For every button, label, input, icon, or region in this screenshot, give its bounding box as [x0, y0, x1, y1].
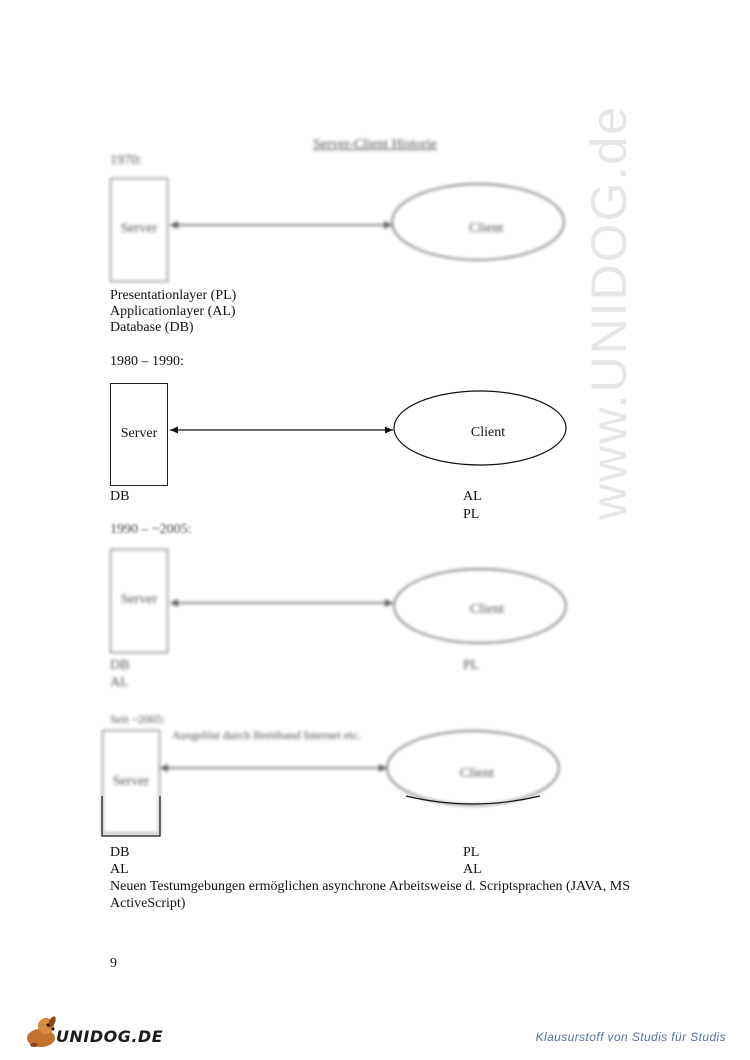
client-label-1980: Client — [470, 425, 506, 440]
client-label-2005: Client — [459, 766, 495, 781]
server-label-1970: Server — [120, 221, 158, 236]
section-2005-subheading: Ausgelöst durch Breitband Internet etc. — [172, 728, 361, 742]
right-layer-pl-1980: PL — [463, 507, 480, 522]
closing-note: Neuen Testumgebungen ermöglichen asynchrone Arbeitsweise d. Scriptsprachen (JAVA, MS ActiveScript) — [110, 879, 631, 911]
section-1970-heading: 1970: — [110, 153, 142, 168]
left-layer-al-1990: AL — [110, 675, 129, 690]
section-2005-heading: Seit ~2005: — [110, 712, 166, 726]
right-layer-pl-1990: PL — [463, 658, 480, 673]
footer-tagline: Klausurstoff von Studis für Studis — [535, 1030, 726, 1044]
logo-text: UNIDOG.DE — [56, 1027, 164, 1046]
page-title: Server-Client Historie — [313, 137, 437, 152]
server-label-2005: Server — [112, 774, 150, 789]
client-label-1990: Client — [469, 602, 505, 617]
dog-logo-icon — [22, 1012, 60, 1050]
layer-db: Database (DB) — [110, 320, 194, 335]
client-label-1970: Client — [468, 221, 504, 236]
section-1980-heading: 1980 – 1990: — [110, 354, 184, 369]
right-layer-al-2005: AL — [463, 862, 482, 877]
left-layer-al-2005: AL — [110, 862, 129, 877]
right-layer-pl-2005: PL — [463, 845, 480, 860]
left-layer-db-1990: DB — [110, 658, 130, 673]
left-layer-db-1980: DB — [110, 489, 130, 504]
server-label-1990: Server — [120, 592, 158, 607]
section-1990-heading: 1990 – ~2005: — [110, 522, 192, 537]
right-layer-al-1980: AL — [463, 489, 482, 504]
server-label-1980: Server — [120, 426, 158, 441]
page-number: 9 — [110, 956, 117, 971]
watermark: www.UNIDOG.de — [581, 105, 637, 520]
layer-al: Applicationlayer (AL) — [110, 304, 236, 319]
left-layer-db-2005: DB — [110, 845, 130, 860]
layer-pl: Presentationlayer (PL) — [110, 288, 237, 303]
